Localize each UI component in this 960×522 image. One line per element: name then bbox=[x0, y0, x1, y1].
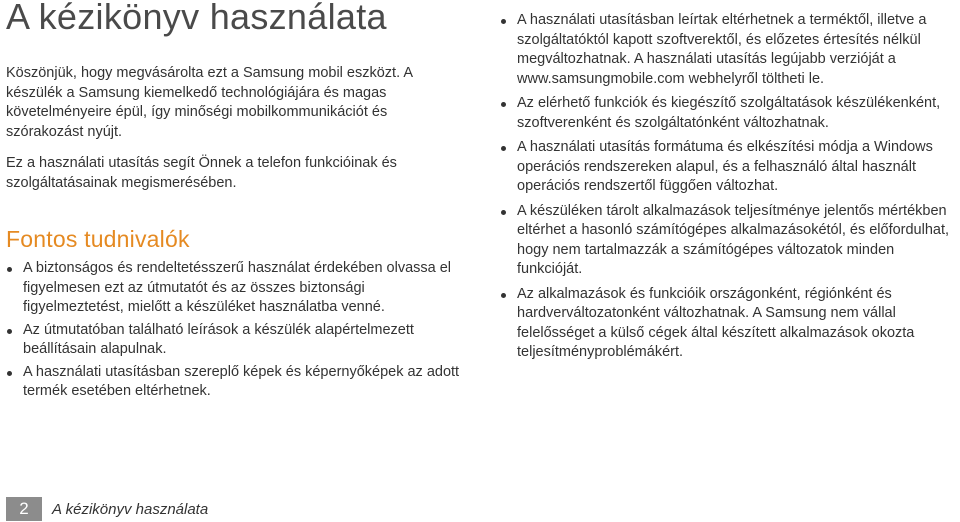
bullet-icon bbox=[7, 329, 12, 334]
bullet-icon bbox=[501, 293, 506, 298]
right-column bbox=[500, 11, 955, 368]
list-item-text: Az elérhető funkciók és kiegészítő szolgáltatások készülékenként, szoftverenként és szolgáltatónként változhatnak. bbox=[517, 95, 941, 131]
bullet-icon bbox=[501, 19, 506, 24]
page-title: A kézikönyv használata bbox=[6, 0, 387, 37]
list-item bbox=[500, 138, 955, 197]
footer-title: A kézikönyv használata bbox=[52, 500, 209, 518]
bullet-icon bbox=[7, 371, 12, 376]
intro-paragraph: Köszönjük, hogy megvásárolta ezt a Samsung mobil eszközt. A készülék a Samsung kiemelkedő technológiájára és magas követelményeire épül, így minőségi mobilkommunikációt és szórakozást nyújt. bbox=[6, 65, 413, 140]
section-heading-important-notes: Fontos tudnivalók bbox=[6, 226, 190, 252]
list-item bbox=[500, 202, 955, 280]
list-item-text: A készüléken tárolt alkalmazások teljesítménye jelentős mértékben eltérhet a hasonló számítógépes alkalmazásokétól, és előfordulhat, hogy nem tartalmazzák a számítógépes változatok minden funkcióját. bbox=[517, 202, 950, 277]
list-item bbox=[500, 94, 955, 133]
bullet-icon bbox=[501, 102, 506, 107]
bullet-icon bbox=[501, 146, 506, 151]
list-item bbox=[500, 285, 955, 363]
list-item bbox=[500, 11, 955, 89]
list-item-text: A használati utasításban leírtak eltérhetnek a terméktől, illetve a szolgáltatóktól kapott szoftverektől, és előzetes értesítés nélkül megváltozhatnak. A használati utasítás legújabb verzióját a www.samsungmobile.com webhelyről töltheti le. bbox=[517, 12, 927, 87]
list-item bbox=[6, 321, 466, 360]
list-item-text: A használati utasítás formátuma és elkészítési módja a Windows operációs rendszereken alapul, és a felhasználó által használt operációs rendszertől függően változhat. bbox=[517, 139, 933, 194]
list-item bbox=[6, 259, 466, 318]
list-item-text: Az útmutatóban található leírások a készülék alapértelmezett beállításain alapulnak. bbox=[23, 321, 414, 357]
bullet-icon bbox=[501, 210, 506, 215]
list-item-text: A használati utasításban szereplő képek és képernyőképek az adott termék esetében eltérhetnek. bbox=[23, 363, 460, 399]
page-number-badge: 2 bbox=[6, 497, 42, 521]
notes-list-right bbox=[500, 11, 955, 363]
notes-list-left bbox=[6, 259, 466, 402]
list-item-text: A biztonságos és rendeltetésszerű használat érdekében olvassa el figyelmesen ezt az útmutatót és az összes biztonsági figyelmeztetést, mielőtt a készüléket használatba venné. bbox=[23, 260, 452, 315]
left-column bbox=[6, 64, 466, 405]
bullet-icon bbox=[7, 267, 12, 272]
list-item-text: Az alkalmazások és funkcióik országonként, régiónként és hardverváltozatonként változhatnak. A Samsung nem vállal felelősséget a külső cégek által készített alkalmazások okozta teljesítményproblémákért. bbox=[517, 285, 915, 360]
page-footer bbox=[6, 497, 208, 521]
intro-paragraph: Ez a használati utasítás segít Önnek a telefon funkcióinak és szolgáltatásainak megismerésében. bbox=[6, 155, 397, 191]
list-item bbox=[6, 363, 466, 402]
